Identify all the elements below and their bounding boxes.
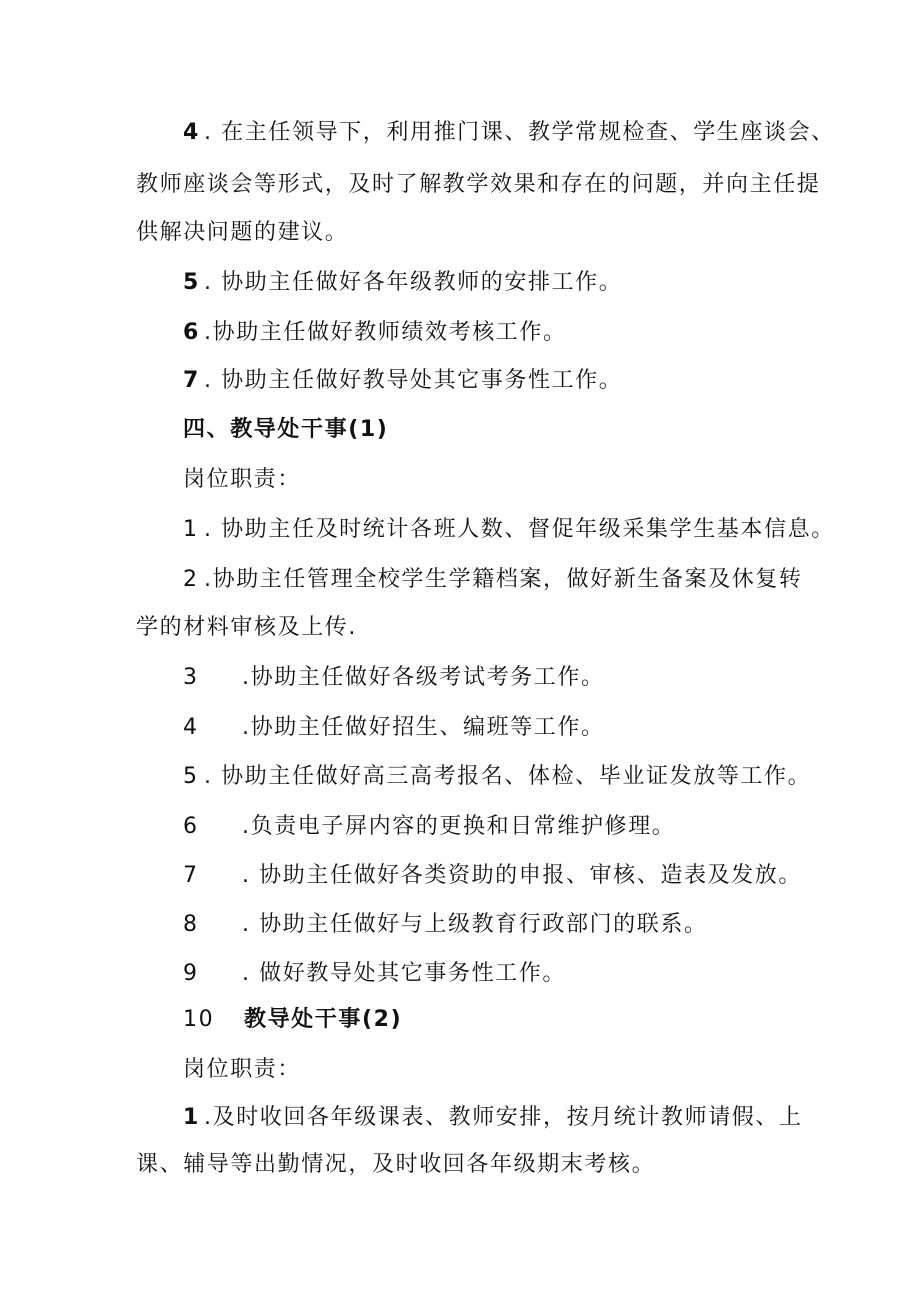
item-text: 学的材料审核及上传.: [136, 615, 357, 640]
item-text: . 做好教导处其它事务性工作。: [242, 961, 566, 986]
section-heading: [0, 995, 920, 1045]
item-text: .负责电子屏内容的更换和日常维护修理。: [242, 814, 676, 839]
item-text: . 在主任领导下，利用推门课、教学常规检查、学生座谈会、: [204, 120, 835, 145]
paragraph-item: [0, 308, 920, 358]
item-text: . 协助主任做好各类资助的申报、审核、造表及发放。: [242, 863, 802, 888]
duties-label-line: [0, 1045, 920, 1095]
paragraph-item: [0, 555, 920, 605]
item-number: 9: [183, 961, 199, 986]
paragraph-continuation: [0, 160, 920, 210]
item-text: .协助主任做好招生、编班等工作。: [242, 715, 605, 740]
paragraph-continuation: [0, 208, 920, 258]
item-number: 5: [183, 764, 199, 789]
item-number: 7: [183, 368, 200, 393]
item-text: .协助主任做好各级考试考务工作。: [242, 665, 605, 690]
item-number: 2: [183, 567, 199, 592]
paragraph-item: [0, 258, 920, 308]
item-number: 5: [183, 270, 200, 295]
paragraph-item: [0, 949, 920, 999]
item-number: 1: [183, 1105, 200, 1130]
paragraph-item: [0, 703, 920, 753]
item-text: . 协助主任做好与上级教育行政部门的联系。: [242, 912, 708, 937]
item-text: .协助主任管理全校学生学籍档案，做好新生备案及休复转: [204, 567, 803, 592]
section-title: 教导处干事(2): [244, 1007, 403, 1032]
section-title: 四、教导处干事(1): [183, 417, 389, 442]
item-text: 教师座谈会等形式，及时了解教学效果和存在的问题，并向主任提: [136, 172, 821, 197]
section-number: 10: [183, 1007, 215, 1032]
item-text: . 协助主任做好高三高考报名、体检、毕业证发放等工作。: [204, 764, 812, 789]
item-number: 4: [183, 715, 199, 740]
paragraph-item: [0, 900, 920, 950]
paragraph-item: [0, 108, 920, 158]
section-heading: [0, 405, 920, 455]
paragraph-item: [0, 851, 920, 901]
duties-label: 岗位职责：: [183, 1057, 302, 1082]
item-number: 1: [183, 517, 199, 542]
item-number: 4: [183, 120, 200, 145]
paragraph-item: [0, 653, 920, 703]
item-number: 6: [183, 814, 199, 839]
duties-label-line: [0, 455, 920, 505]
paragraph-continuation: [0, 1140, 920, 1190]
item-text: .协助主任做好教师绩效考核工作。: [204, 320, 567, 345]
paragraph-item: [0, 505, 920, 555]
item-number: 3: [183, 665, 199, 690]
paragraph-continuation: [0, 603, 920, 653]
item-text: 课、辅导等出勤情况，及时收回各年级期末考核。: [136, 1152, 656, 1177]
paragraph-item: [0, 802, 920, 852]
item-text: . 协助主任做好教导处其它事务性工作。: [204, 368, 623, 393]
item-number: 7: [183, 863, 199, 888]
item-text: .及时收回各年级课表、教师安排，按月统计教师请假、上: [204, 1105, 803, 1130]
paragraph-item: [0, 1093, 920, 1143]
item-number: 6: [183, 320, 200, 345]
item-text: . 协助主任做好各年级教师的安排工作。: [204, 270, 623, 295]
paragraph-item: [0, 752, 920, 802]
item-text: 供解决问题的建议。: [136, 220, 349, 245]
item-number: 8: [183, 912, 199, 937]
item-text: . 协助主任及时统计各班人数、督促年级采集学生基本信息。: [204, 517, 835, 542]
duties-label: 岗位职责：: [183, 467, 302, 492]
paragraph-item: [0, 356, 920, 406]
